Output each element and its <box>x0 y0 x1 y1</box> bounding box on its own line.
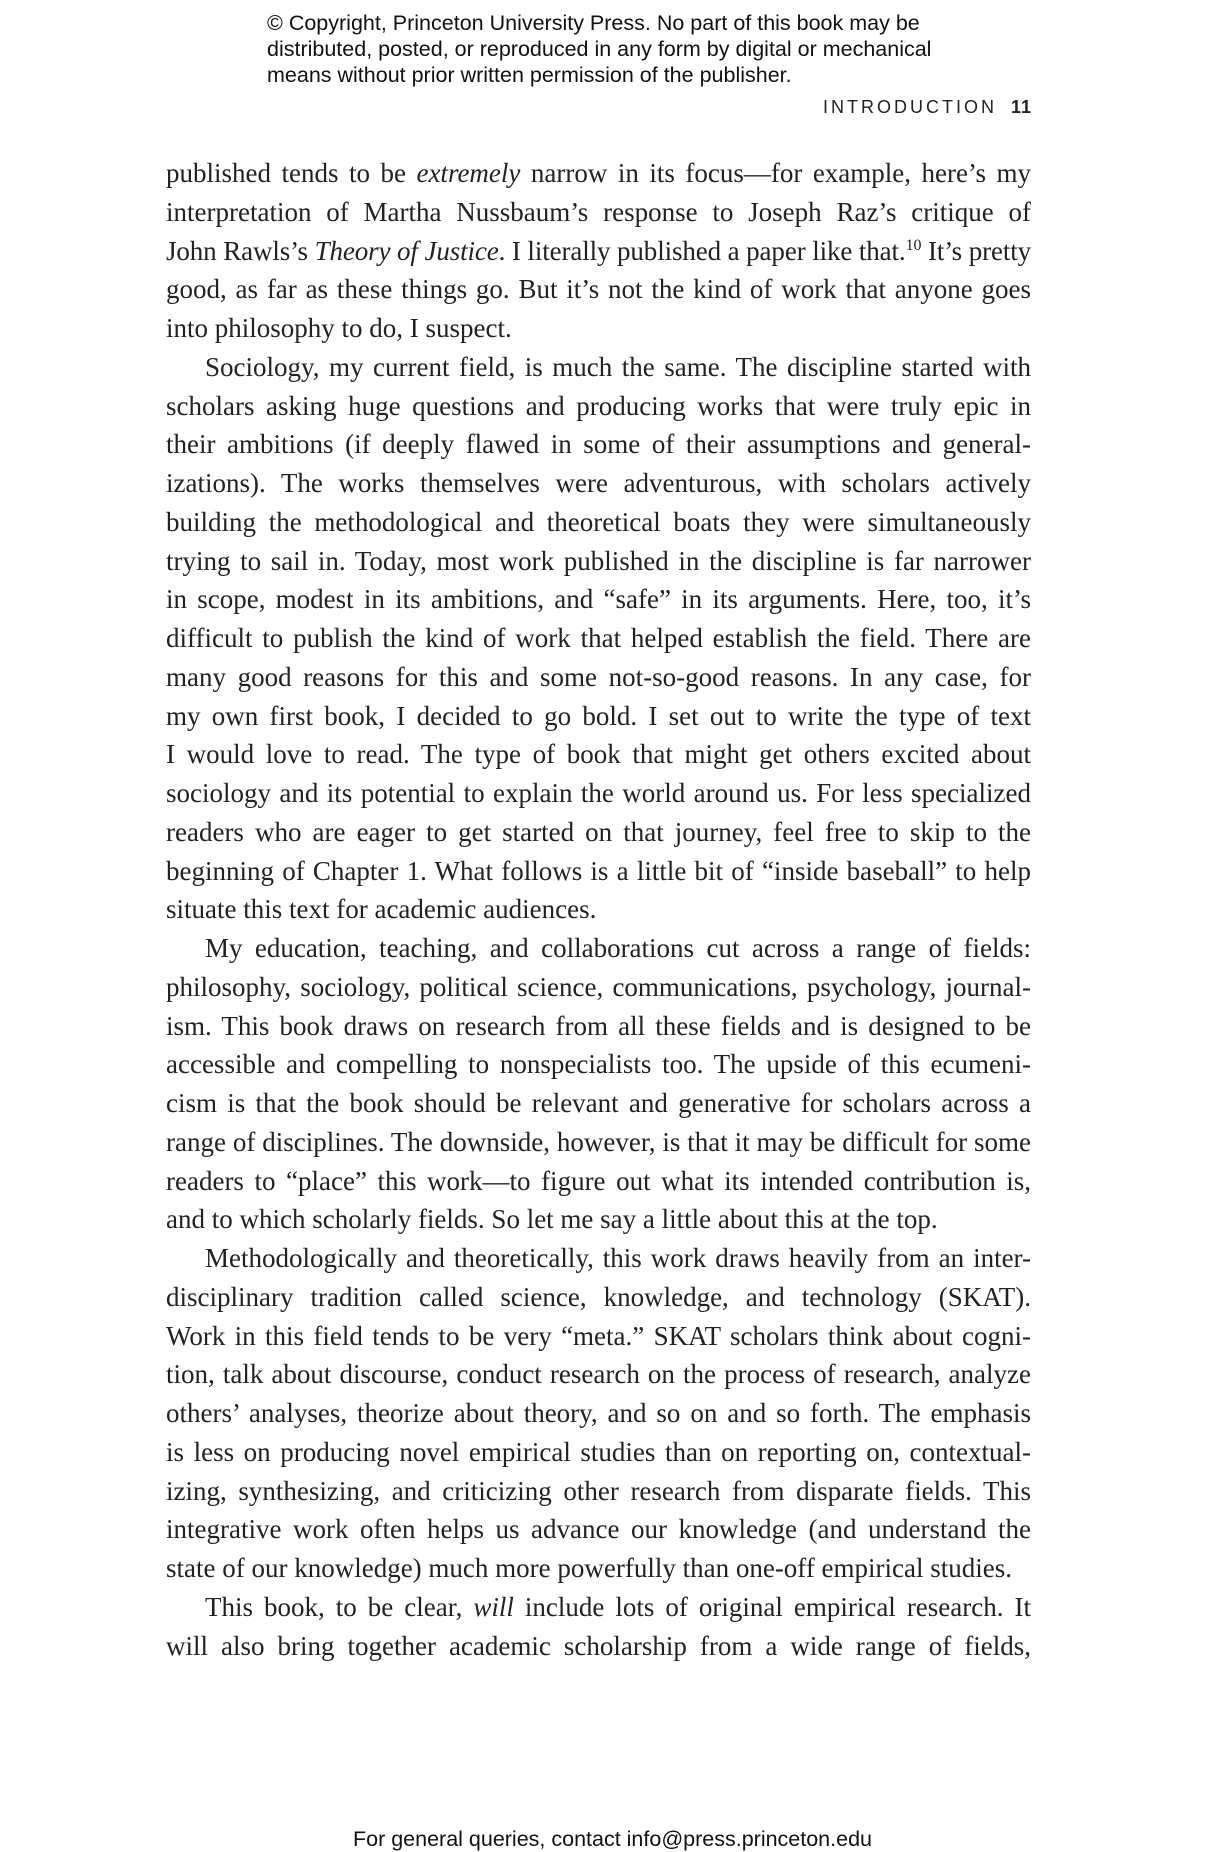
text-run: published tends to be <box>166 158 417 188</box>
italic-run: extremely <box>416 158 521 188</box>
text-line: integrative work often helps us advance our knowledge (and understand the <box>166 1514 1031 1545</box>
text-line: ism. This book draws on research from all these fields and is designed to be <box>166 1010 1031 1041</box>
text-line: my own first book, I decided to go bold. I set out to write the type of text <box>166 700 1031 731</box>
text-line: interpretation of Martha Nussbaum’s response to Joseph Raz’s critique of <box>166 196 1031 227</box>
text-line: Sociology, my current field, is much the same. The discipline started with <box>205 351 1031 382</box>
text-line: others’ analyses, theorize about theory, and so on and so forth. The emphasis <box>166 1398 1031 1428</box>
text-line <box>166 1588 1031 1627</box>
running-head <box>823 97 1032 118</box>
text-line: situate this text for academic audiences. <box>166 894 597 925</box>
text-line: trying to sail in. Today, most work published in the discipline is far narrower <box>166 545 1031 576</box>
text-line: My education, teaching, and collaborations cut across a range of fields: <box>205 933 1031 963</box>
body-text <box>166 154 1031 1665</box>
running-head-title: INTRODUCTION <box>822 97 997 117</box>
copyright-line: means without prior written permission of the publisher. <box>267 63 792 87</box>
text-line: Work in this field tends to be very “meta.” SKAT scholars think about cogni- <box>166 1320 1031 1351</box>
text-line: cism is that the book should be relevant and generative for scholars across a <box>166 1088 1031 1118</box>
text-run: It’s pretty <box>921 235 1031 266</box>
italic-run: will <box>473 1591 514 1622</box>
text-line: philosophy, sociology, political science, communications, psychology, journal- <box>166 971 1031 1002</box>
text-line: disciplinary tradition called science, knowledge, and technology (SKAT). <box>166 1281 1031 1312</box>
text-line: range of disciplines. The downside, however, is that it may be difficult for some <box>166 1126 1031 1157</box>
text-run: include lots of original empirical research. It <box>513 1591 1031 1622</box>
text-line: is less on producing novel empirical studies than on reporting on, contextual- <box>166 1436 1031 1467</box>
text-line: good, as far as these things go. But it’s not the kind of work that anyone goes <box>166 274 1031 305</box>
text-run: narrow in its focus—for example, here’s my <box>520 158 1031 188</box>
text-line: beginning of Chapter 1. What follows is a little bit of “inside baseball” to help <box>166 855 1031 886</box>
text-line: and to which scholarly fields. So let me say a little about this at the top. <box>166 1204 938 1235</box>
text-run: . I literally published a paper like that. <box>498 235 906 266</box>
text-line: izing, synthesizing, and criticizing other research from disparate fields. This <box>166 1475 1031 1506</box>
text-line: in scope, modest in its ambitions, and “safe” in its arguments. Here, too, it’s <box>166 584 1031 615</box>
text-line <box>166 154 1031 193</box>
text-line: into philosophy to do, I suspect. <box>166 313 512 343</box>
text-line: building the methodological and theoretical boats they were simultaneously <box>166 506 1031 537</box>
copyright-notice <box>267 10 1007 88</box>
text-line <box>166 232 1031 271</box>
text-line: will also bring together academic scholarship from a wide range of fields, <box>166 1630 1031 1661</box>
text-line: tion, talk about discourse, conduct research on the process of research, analyze <box>166 1359 1031 1390</box>
text-line: sociology and its potential to explain the world around us. For less specialized <box>166 778 1031 808</box>
text-line: I would love to read. The type of book that might get others excited about <box>166 739 1031 770</box>
text-line: Methodologically and theoretically, this work draws heavily from an inter- <box>205 1243 1031 1273</box>
footer-contact: For general queries, contact info@press.princeton.edu <box>352 1827 872 1851</box>
text-line: readers who are eager to get started on that journey, feel free to skip to the <box>166 816 1031 847</box>
text-line: accessible and compelling to nonspecialists too. The upside of this ecumeni- <box>166 1049 1031 1080</box>
text-line: difficult to publish the kind of work that helped establish the field. There are <box>166 623 1031 653</box>
text-run: John Rawls’s <box>166 235 315 266</box>
text-line: state of our knowledge) much more powerfully than one-off empirical studies. <box>166 1553 1013 1583</box>
text-line: scholars asking huge questions and producing works that were truly epic in <box>166 390 1031 421</box>
footnote-marker: 10 <box>905 236 922 254</box>
copyright-line: © Copyright, Princeton University Press. No part of this book may be <box>267 11 920 35</box>
page-number: 11 <box>1010 97 1032 117</box>
text-line: their ambitions (if deeply flawed in some of their assumptions and general- <box>166 429 1031 460</box>
text-line: many good reasons for this and some not-so-good reasons. In any case, for <box>166 661 1031 692</box>
text-run: This book, to be clear, <box>205 1591 474 1622</box>
text-line: readers to “place” this work—to figure out what its intended contribution is, <box>166 1165 1031 1196</box>
text-line: izations). The works themselves were adventurous, with scholars actively <box>166 468 1031 498</box>
copyright-line: distributed, posted, or reproduced in any form by digital or mechanical <box>267 37 932 61</box>
italic-run: Theory of Justice <box>314 235 499 266</box>
